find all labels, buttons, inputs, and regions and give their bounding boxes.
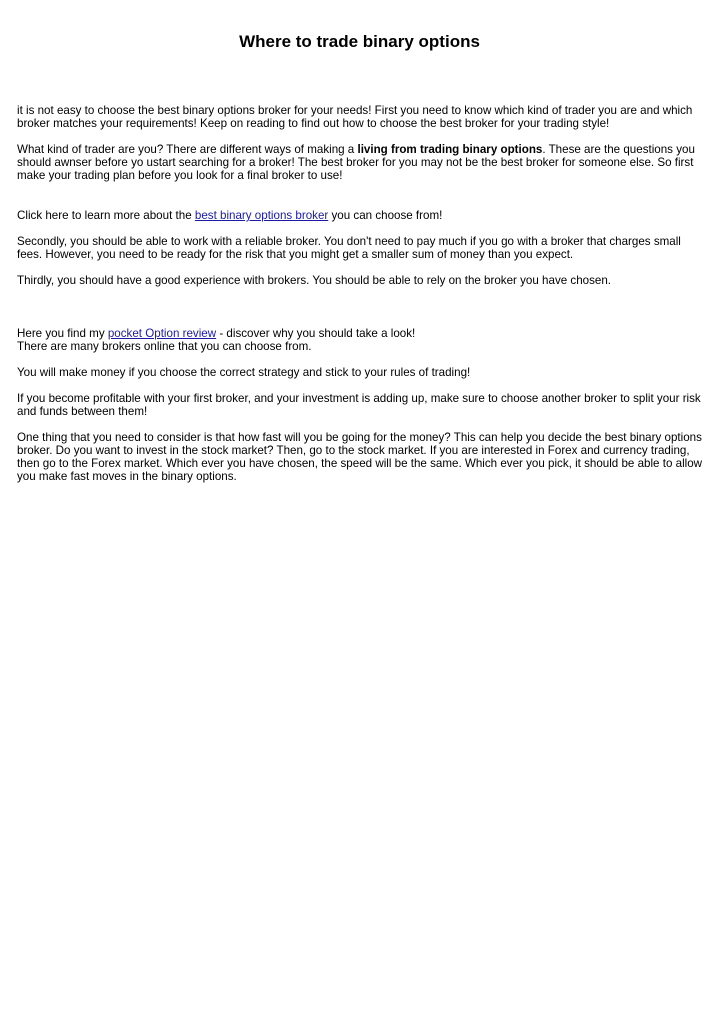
best-broker-link[interactable]: best binary options broker xyxy=(194,209,329,222)
paragraph-speed: One thing that you need to consider is that how fast will you be going for the money? This can help you decide the best binary options broker. Do you want to invest in the stock market? Then, go to the stock market. If you are interested in Forex and currency trading, then go to the Forex market. Which ever you have chosen, the speed will be the same. Which ever you pick, it should be able to allow you make fast moves in the binary options. xyxy=(17,431,703,483)
paragraph-text: - discover why you should take a look! xyxy=(216,327,416,340)
paragraph-experience: Thirdly, you should have a good experience with brokers. You should be able to rely on the broker you have chosen. xyxy=(17,274,612,287)
paragraph-learn-more xyxy=(17,209,705,222)
document-body xyxy=(17,104,705,496)
bold-phrase: living from trading binary options xyxy=(357,143,543,156)
pocket-option-review-link[interactable]: pocket Option review xyxy=(107,327,217,340)
paragraph-text: Here you find my xyxy=(17,327,108,340)
paragraph-text: . These are the questions you should awnser before yo ustart searching for a broker! The best broker for you may not be the best broker for someone else. So first make your trading plan before you look for a final broker to use! xyxy=(17,143,695,182)
paragraph-split-risk: If you become profitable with your first broker, and your investment is adding up, make sure to choose another broker to split your risk and funds between them! xyxy=(17,392,701,418)
page-title: Where to trade binary options xyxy=(239,32,480,51)
paragraph-intro: it is not easy to choose the best binary options broker for your needs! First you need to know which kind of trader you are and which broker matches your requirements! Keep on reading to find out how to choose the best broker for your trading style! xyxy=(17,104,693,130)
paragraph-text: What kind of trader are you? There are different ways of making a xyxy=(17,143,358,156)
paragraph-review xyxy=(17,327,705,340)
paragraph-make-money: You will make money if you choose the correct strategy and stick to your rules of trading! xyxy=(17,366,471,379)
paragraph-trader-type xyxy=(17,143,705,182)
paragraph-text: you can choose from! xyxy=(328,209,443,222)
paragraph-text: Click here to learn more about the xyxy=(17,209,195,222)
paragraph-many-brokers: There are many brokers online that you can choose from. xyxy=(17,340,312,353)
paragraph-reliable-broker: Secondly, you should be able to work with a reliable broker. You don't need to pay much if you go with a broker that charges small fees. However, you need to be ready for the risk that you might get a smaller sum of money than you expect. xyxy=(17,235,681,261)
